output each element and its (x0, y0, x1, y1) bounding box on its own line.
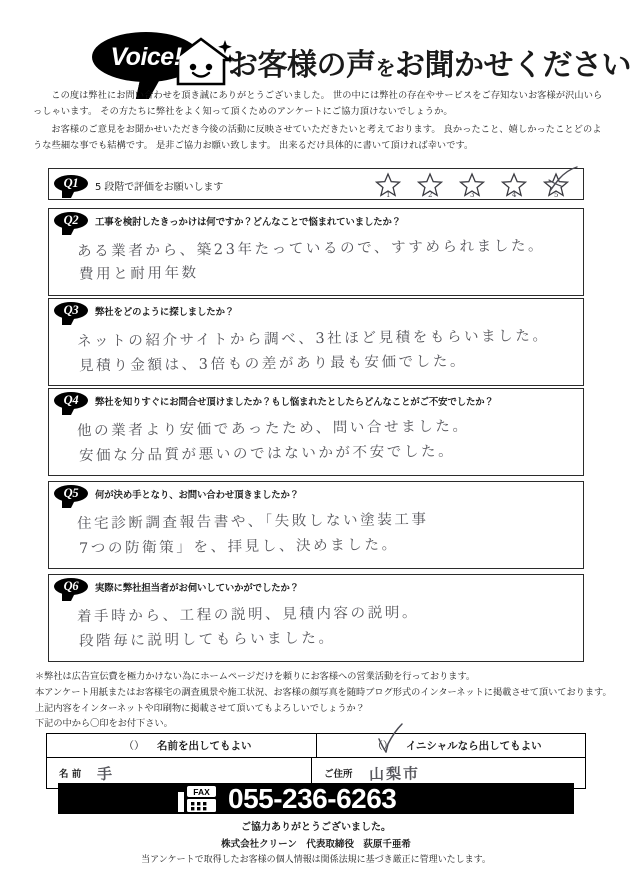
question-label-q1: 5 段階で評価をお願いします (95, 182, 224, 193)
question-block-q6 (48, 574, 584, 662)
note-line-4: 下記の中から〇印をお付下さい。 (35, 718, 173, 730)
question-badge-q5: Q5 (54, 485, 88, 502)
answer-area-q3[interactable] (49, 321, 583, 385)
question-block-q2 (48, 208, 584, 296)
company-signature: 株式会社クリーン 代表取締役 荻原千亜希 (221, 839, 411, 850)
page-title (228, 40, 631, 84)
rating-stars-group[interactable] (375, 172, 571, 198)
note-line-2: 本アンケート用紙またはお客様宅の調査風景や施工状況、お客様の顔写真を随時ブログ形式のインターネットに掲載させて頂いております。 (35, 686, 612, 698)
consent-option-full-name[interactable] (47, 734, 316, 757)
question-badge-q6: Q6 (54, 578, 88, 595)
question-badge-q4: Q4 (54, 392, 88, 409)
question-block-q1 (48, 168, 584, 200)
question-label-q3: 弊社をどのように探しましたか？ (95, 307, 235, 318)
consent-option-initial-label: イニシャルなら出してもよい (405, 740, 542, 752)
voice-logo-text: Voice! (110, 42, 182, 71)
answer-line-2-q6: 段階毎に説明してもらいました。 (78, 630, 336, 650)
consent-table (46, 733, 586, 789)
consent-option-full-name-checkbox[interactable] (111, 738, 157, 753)
answer-line-1-q5: 住宅診断調査報告書や、「失敗しない塗装工事 (76, 511, 429, 533)
question-label-q4: 弊社を知りすぐにお問合せ頂けましたか？もし悩まれたとしたらどんなことがご不安でしたか？ (95, 397, 494, 408)
note-line-1: ＊弊社は広告宣伝費を極力かけない為にホームページだけを頼りにお客様への営業活動を行っております。 (35, 671, 476, 682)
answer-line-1-q4: 他の業者より安価であったため、問い合せました。 (76, 418, 470, 440)
question-header-q4 (49, 389, 583, 411)
question-header-q3 (49, 299, 583, 321)
rating-star-5-number: 5 (554, 191, 559, 199)
answer-area-q4[interactable] (49, 411, 583, 475)
answer-line-2-q2: 費用と耐用年数 (78, 265, 199, 283)
question-block-q4 (48, 388, 584, 476)
intro-text (33, 88, 603, 156)
answer-area-q2[interactable] (49, 231, 583, 295)
question-header-q2 (49, 209, 583, 231)
address-field-value: 山梨市 (368, 764, 420, 783)
answer-line-2-q3: 見積り金額は、3倍もの差があり最も安価でした。 (78, 353, 468, 375)
rating-star-3-number: 3 (470, 191, 475, 199)
paren-close: ） (134, 740, 145, 752)
answer-area-q5[interactable] (49, 504, 583, 568)
question-badge-q1: Q1 (54, 175, 88, 192)
question-block-q5 (48, 481, 584, 569)
thanks-message: ご協力ありがとうございました。 (241, 822, 391, 833)
paren-open: （ (123, 740, 134, 752)
rating-star-3[interactable] (459, 172, 485, 198)
svg-text:FAX: FAX (193, 787, 210, 797)
question-header-q6 (49, 575, 583, 597)
rating-star-2-number: 2 (428, 191, 433, 199)
paren-close-2: ） (382, 740, 394, 752)
fax-number: 055-236-6263 (228, 783, 397, 814)
answer-area-q6[interactable] (49, 597, 583, 661)
question-badge-q3: Q3 (54, 302, 88, 319)
page-title-tail: お聞かせください (395, 48, 631, 83)
fax-machine-icon (178, 786, 218, 812)
note-line-3: 上記内容をインターネットや印刷物に掲載させて頂いてもよろしいでしょうか？ (35, 702, 365, 714)
consent-option-initial-checkbox[interactable] (360, 738, 406, 753)
consent-options-row (47, 734, 585, 758)
page-title-main: お客様の声 (228, 48, 376, 83)
rating-star-4[interactable] (501, 172, 527, 198)
name-field-label: 名 前 (59, 769, 82, 780)
rating-star-5[interactable] (543, 172, 569, 198)
answer-line-2-q4: 安価な分品質が悪いのではないかが不安でした。 (78, 443, 456, 465)
footer-notes (35, 670, 610, 733)
page-header (0, 14, 632, 86)
page-title-particle: を (375, 56, 395, 80)
privacy-notice: 当アンケートで取得したお客様の個人情報は関係法規に基づき厳正に管理いたします。 (141, 855, 491, 865)
answer-line-1-q6: 着手時から、工程の説明、見積内容の説明。 (76, 604, 420, 626)
consent-option-initial[interactable] (316, 734, 586, 757)
question-label-q2: 工事を検討したきっかけは何ですか？どんなことで悩まれていましたか？ (95, 217, 402, 228)
answer-line-2-q5: 7つの防衛策」を、拝見し、決めました。 (78, 537, 399, 557)
address-field-label: ご住所 (324, 769, 353, 780)
intro-paragraph-2: お客様のご意見をお聞かせいただき今後の活動に反映させていただきたいと考えております。 良かったこと、嬉しかったことどのような些細な事でも結構です。 是非ご協力お願い致します。 出来るだけ具体的に書いて頂ければ幸いです。 (33, 124, 602, 151)
answer-line-1-q3: ネットの紹介サイトから調べ、3社ほど見積をもらいました。 (76, 328, 550, 350)
rating-star-4-number: 4 (512, 191, 517, 199)
rating-star-2[interactable] (417, 172, 443, 198)
question-label-q6: 実際に弊社担当者がお伺いしていかがでしたか？ (95, 583, 300, 594)
rating-star-1[interactable] (375, 172, 401, 198)
question-badge-q2: Q2 (54, 212, 88, 229)
question-header-q5 (49, 482, 583, 504)
answer-line-1-q2: ある業者から、築23年たっているので、すすめられました。 (76, 238, 546, 260)
name-field-value: 手 (97, 764, 115, 783)
consent-option-full-name-label: 名前を出してもよい (157, 740, 252, 752)
paren-open-2: （ (372, 740, 383, 752)
fax-banner (58, 783, 574, 814)
question-header-q1 (49, 169, 583, 199)
consent-initial-checkmark-icon (368, 722, 408, 756)
rating-star-1-number: 1 (386, 191, 391, 199)
question-label-q5: 何が決め手となり、お問い合わせ頂きましたか？ (95, 490, 300, 501)
intro-paragraph-1: この度は弊社にお問い合わせを頂き誠にありがとうございました。 世の中には弊社の存在やサービスをご存知ないお客様が沢山いらっしゃいます。 その方たちに弊社をよく知って頂くためのアンケートにご協力頂けないでしょうか。 (33, 90, 603, 117)
question-block-q3 (48, 298, 584, 386)
